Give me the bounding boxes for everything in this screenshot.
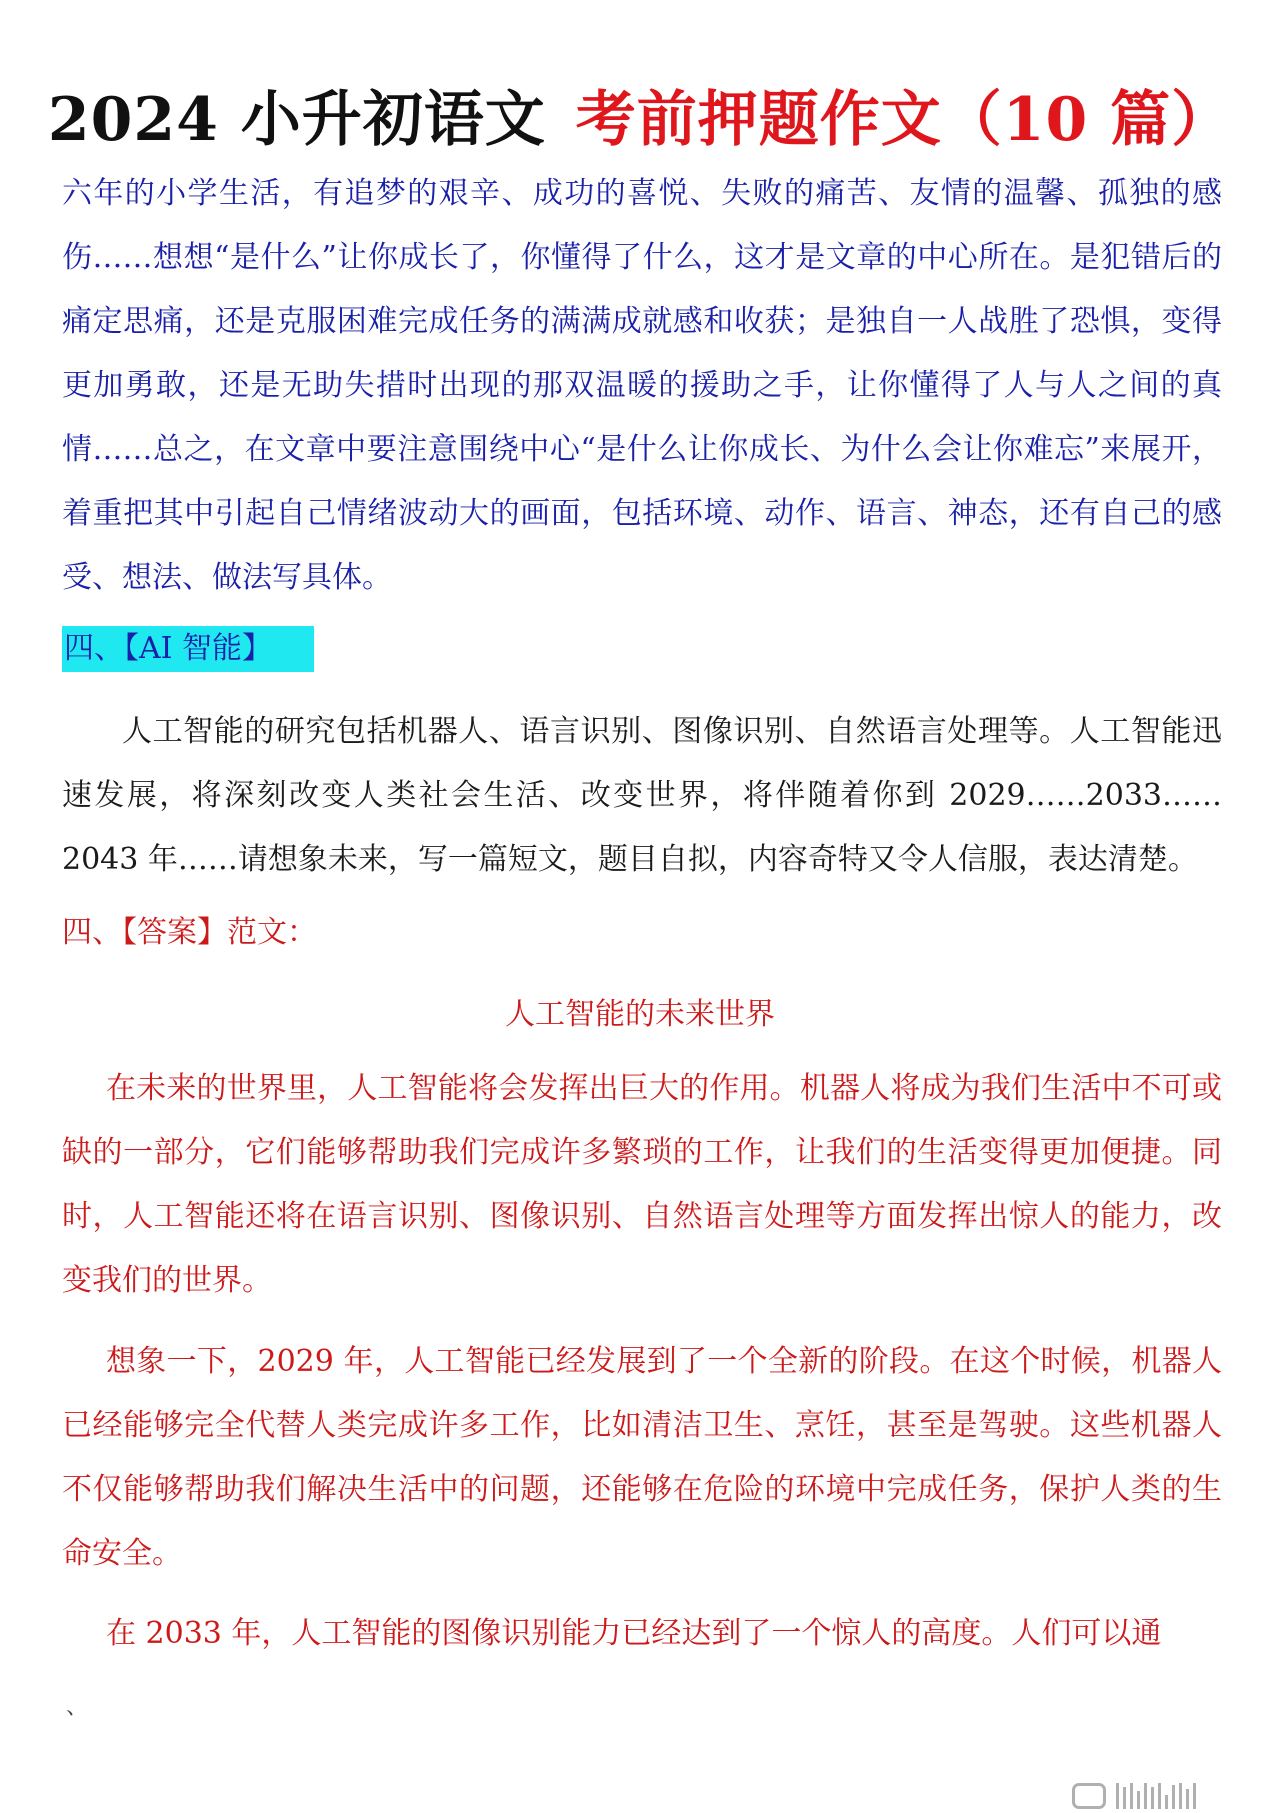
title-black-part: 2024 小升初语文: [47, 85, 546, 155]
stray-mark: 、: [66, 1695, 89, 1720]
essay-paragraph-3: 在 2033 年，人工智能的图像识别能力已经达到了一个惊人的高度。人们可以通: [106, 1616, 1162, 1651]
watermark-box-icon: [1072, 1783, 1106, 1809]
essay-paragraph-2: 想象一下，2029 年，人工智能已经发展到了一个全新的阶段。在这个时候，机器人已经能够完全代替人类完成许多工作，比如清洁卫生、烹饪，甚至是驾驶。这些机器人不仅能够帮助我们解决生活中的问题，还能够在危险的环境中完成任务，保护人类的生命安全。: [62, 1344, 1222, 1571]
intro-paragraph: 六年的小学生活，有追梦的艰辛、成功的喜悦、失败的痛苦、友情的温馨、孤独的感伤……想想“是什么”让你成长了，你懂得了什么，这才是文章的中心所在。是犯错后的痛定思痛，还是克服困难完成任务的满满成就感和收获；是独自一人战胜了恐惧，变得更加勇敢，还是无助失措时出现的那双温暖的援助之手，让你懂得了人与人之间的真情……总之，在文章中要注意围绕中心“是什么让你成长、为什么会让你难忘”来展开，着重把其中引起自己情绪波动大的画面，包括环境、动作、语言、神态，还有自己的感受、想法、做法写具体。: [62, 176, 1222, 595]
answer-label: 四、【答案】范文：: [62, 915, 317, 950]
prompt-paragraph: 人工智能的研究包括机器人、语言识别、图像识别、自然语言处理等。人工智能迅速发展，将深刻改变人类社会生活、改变世界，将伴随着你到 2029……2033……2043 年……请想象未来，写一篇短文，题目自拟，内容奇特又令人信服，表达清楚。: [62, 714, 1222, 877]
essay-title: 人工智能的未来世界: [505, 997, 775, 1032]
watermark-logo: [1072, 1779, 1262, 1813]
essay-paragraph-1: 在未来的世界里，人工智能将会发挥出巨大的作用。机器人将成为我们生活中不可或缺的一部分，它们能够帮助我们完成许多繁琐的工作，让我们的生活变得更加便捷。同时，人工智能还将在语言识别、图像识别、自然语言处理等方面发挥出惊人的能力，改变我们的世界。: [62, 1071, 1222, 1298]
section-heading-highlight: 四、【AI 智能】: [62, 626, 314, 672]
watermark-bars-icon: [1116, 1783, 1196, 1809]
title-red-part: 考前押题作文（10 篇）: [575, 85, 1233, 155]
page-title: [0, 80, 1280, 160]
